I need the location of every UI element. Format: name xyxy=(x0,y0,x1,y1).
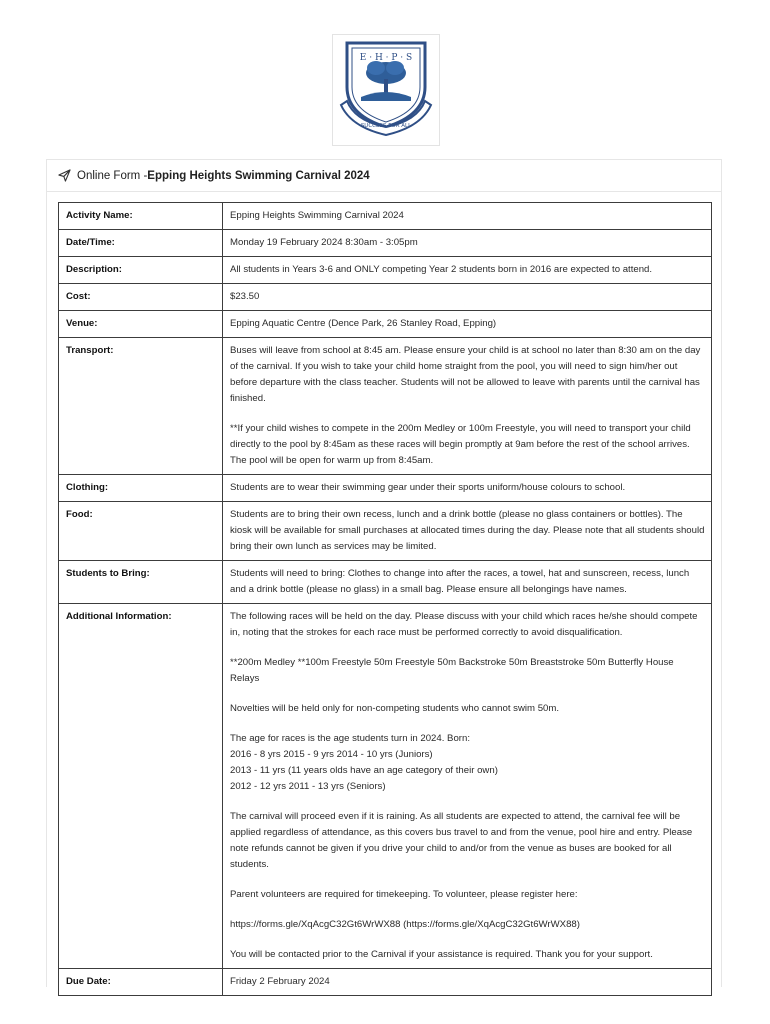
field-paragraph: The carnival will proceed even if it is raining. As all students are expected to attend, the carnival fee will be applied regardless of attendance, as this covers bus travel to and from the venue, pool hire and entry. Please note refunds cannot be given if you drive your child to and/or from the venue as buses are booked for all students. xyxy=(230,811,693,870)
field-paragraph: All students in Years 3-6 and ONLY competing Year 2 students born in 2016 are expected to attend. xyxy=(230,264,653,275)
crest-motto: SUCCESS FOR ALL xyxy=(360,123,412,129)
field-value xyxy=(223,604,712,969)
form-header-prefix: Online Form - xyxy=(77,169,148,182)
school-crest-icon xyxy=(333,35,439,145)
school-logo xyxy=(332,34,440,146)
field-value xyxy=(223,257,712,284)
field-value xyxy=(223,561,712,604)
table-row xyxy=(59,230,712,257)
field-paragraph: $23.50 xyxy=(230,291,260,302)
crest-letters: E · H · P · S xyxy=(359,53,413,63)
field-paragraph: You will be contacted prior to the Carnival if your assistance is required. Thank you for your support. xyxy=(230,949,653,960)
field-paragraph: Buses will leave from school at 8:45 am. Please ensure your child is at school no later than 8:30 am on the day of the carnival. If you wish to take your child home straight from the pool, you will need to sign him/her out before departure with the class teacher. Students will not be allowed to leave with parents until the carnival has finished. xyxy=(230,345,701,404)
field-label: Cost: xyxy=(59,284,223,311)
field-paragraph: Friday 2 February 2024 xyxy=(230,976,330,987)
table-row xyxy=(59,475,712,502)
field-paragraph: **If your child wishes to compete in the 200m Medley or 100m Freestyle, you will need to transport your child directly to the pool by 8:45am as these races will begin promptly at 9am before the rest of the school arrives. The pool will be open for warm up from 8:45am. xyxy=(230,423,691,466)
table-row xyxy=(59,203,712,230)
field-paragraph: Novelties will be held only for non-competing students who cannot swim 50m. xyxy=(230,703,560,714)
table-row xyxy=(59,257,712,284)
table-row xyxy=(59,311,712,338)
field-paragraph: **200m Medley **100m Freestyle 50m Freestyle 50m Backstroke 50m Breaststroke 50m Butterfly House Relays xyxy=(230,657,674,684)
field-value xyxy=(223,311,712,338)
field-label: Students to Bring: xyxy=(59,561,223,604)
field-paragraph: Students will need to bring: Clothes to change into after the races, a towel, hat and sunscreen, recess, lunch and a drink bottle (please no glass) in a small bag. Please ensure all belongings have names. xyxy=(230,568,690,595)
activity-details-table xyxy=(58,202,712,996)
field-label: Food: xyxy=(59,502,223,561)
field-value xyxy=(223,230,712,257)
field-value xyxy=(223,502,712,561)
table-row xyxy=(59,284,712,311)
table-row xyxy=(59,502,712,561)
field-value xyxy=(223,475,712,502)
field-value xyxy=(223,203,712,230)
field-value xyxy=(223,284,712,311)
field-paragraph: The age for races is the age students turn in 2024. Born: 2016 - 8 yrs 2015 - 9 yrs 2014 - 10 yrs (Juniors) 2013 - 11 yrs (11 years olds have an age category of their own) 2012 - 12 yrs 2011 - 13 yrs (Seniors) xyxy=(230,733,498,792)
form-card xyxy=(46,159,722,987)
field-label: Date/Time: xyxy=(59,230,223,257)
table-row xyxy=(59,604,712,969)
table-row xyxy=(59,969,712,996)
field-label: Clothing: xyxy=(59,475,223,502)
field-paragraph: Epping Heights Swimming Carnival 2024 xyxy=(230,210,404,221)
field-label: Additional Information: xyxy=(59,604,223,969)
field-label: Description: xyxy=(59,257,223,284)
form-title: Epping Heights Swimming Carnival 2024 xyxy=(147,169,370,182)
field-paragraph: Monday 19 February 2024 8:30am - 3:05pm xyxy=(230,237,418,248)
field-label: Due Date: xyxy=(59,969,223,996)
field-paragraph: Epping Aquatic Centre (Dence Park, 26 Stanley Road, Epping) xyxy=(230,318,497,329)
field-paragraph: The following races will be held on the day. Please discuss with your child which races he/she should compete in, noting that the strokes for each race must be performed correctly to avoid disqualification. xyxy=(230,611,698,638)
form-header xyxy=(47,160,721,192)
field-label: Activity Name: xyxy=(59,203,223,230)
table-row xyxy=(59,338,712,475)
field-paragraph: Students are to wear their swimming gear under their sports uniform/house colours to school. xyxy=(230,482,626,493)
field-value xyxy=(223,969,712,996)
field-paragraph: https://forms.gle/XqAcgC32Gt6WrWX88 (https://forms.gle/XqAcgC32Gt6WrWX88) xyxy=(230,919,580,930)
field-label: Transport: xyxy=(59,338,223,475)
table-row xyxy=(59,561,712,604)
paper-plane-icon xyxy=(58,169,71,182)
field-label: Venue: xyxy=(59,311,223,338)
field-paragraph: Parent volunteers are required for timekeeping. To volunteer, please register here: xyxy=(230,889,578,900)
field-paragraph: Students are to bring their own recess, lunch and a drink bottle (please no glass containers or bottles). The kiosk will be available for small purchases at allocated times during the day. Please note that all students should bring their own lunch as services may be limited. xyxy=(230,509,705,552)
field-value xyxy=(223,338,712,475)
